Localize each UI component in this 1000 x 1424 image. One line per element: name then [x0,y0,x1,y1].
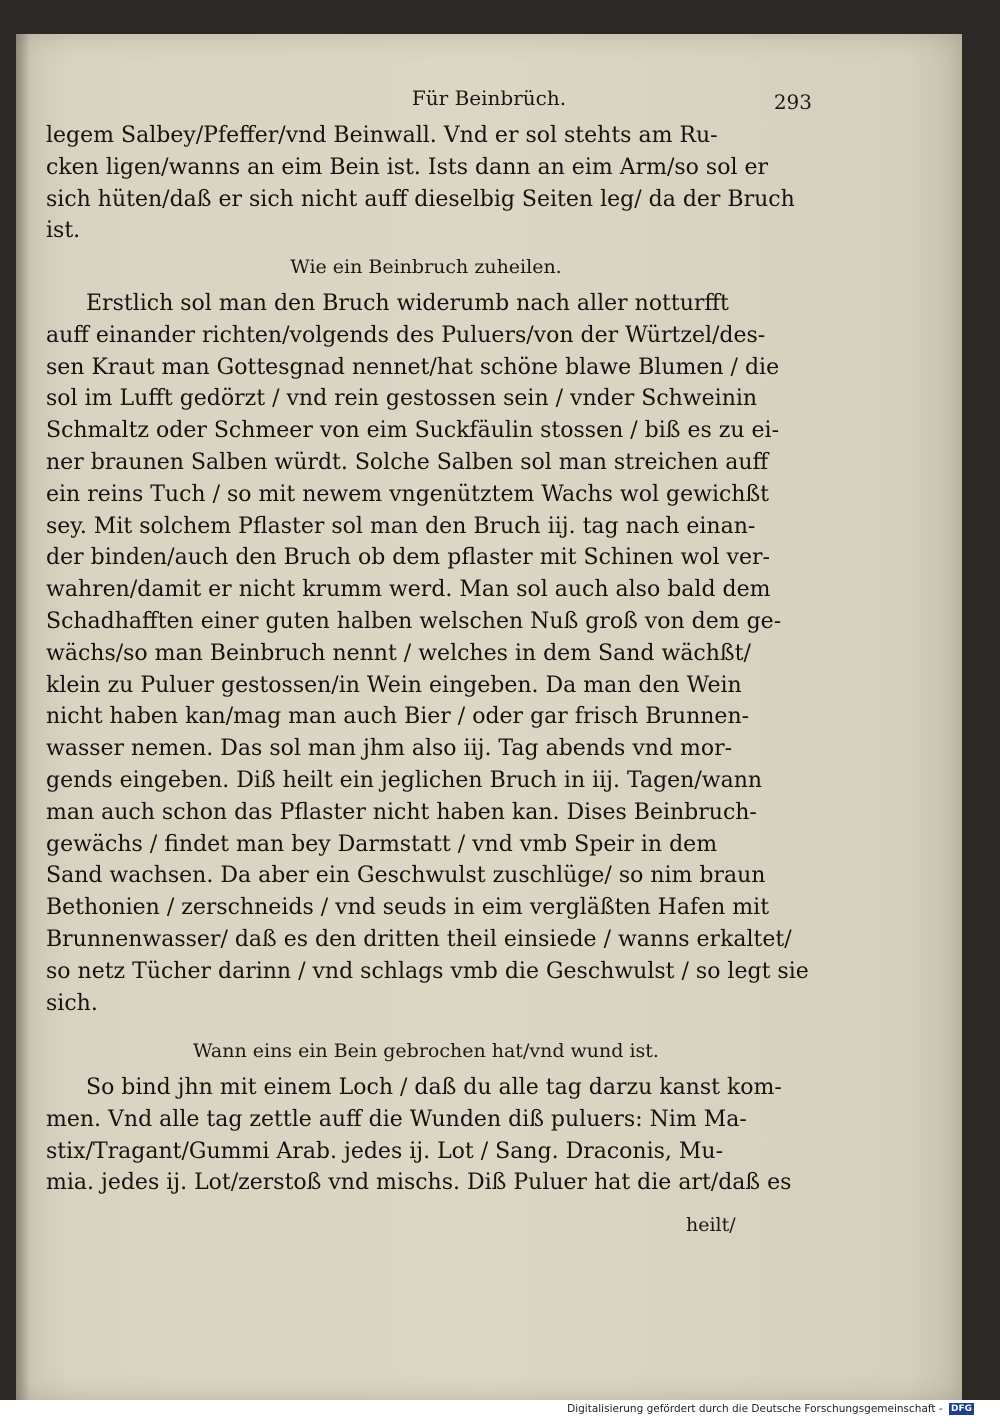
text-line: nicht haben kan/mag man auch Bier / oder gar frisch Brunnen- [46,704,750,730]
paragraph-1 [46,120,806,247]
text-line: gewächs / findet man bey Darmstatt / vnd vmb Speir in dem [46,831,718,857]
text-line: wächs/so man Beinbruch nennt / welches in dem Sand wächßt/ [46,640,751,666]
text-line: So bind jhn mit einem Loch / daß du alle tag darzu kanst kom- [86,1075,782,1100]
text-line: cken ligen/wanns an eim Bein ist. Ists dann an eim Arm/so sol er [46,154,769,180]
text-line: Schadhafften einer guten halben welschen Nuß groß von dem ge- [46,608,782,634]
text-line: Schmaltz oder Schmeer von eim Suckfäulin stossen / biß es zu ei- [46,418,780,444]
text-line: sol im Lufft gedörzt / vnd rein gestossen sein / vnder Schweinin [46,386,758,412]
text-line: sich. [46,990,98,1016]
text-line: gends eingeben. Diß heilt ein jeglichen Bruch in iij. Tagen/wann [46,767,763,793]
paragraph-3 [46,1072,806,1199]
text-line: wasser nemen. Das sol man jhm also iij. Tag abends vnd mor- [46,736,733,762]
paragraph-2 [46,288,809,1019]
text-line: wahren/damit er nicht krumm werd. Man sol auch also bald dem [46,577,771,603]
text-line: stix/Tragant/Gummi Arab. jedes ij. Lot / Sang. Draconis, Mu- [46,1138,724,1164]
text-line: man auch schon das Pflaster nicht haben kan. Dises Beinbruch- [46,799,757,825]
text-line: sich hüten/daß er sich nicht auff dieselbig Seiten leg/ da der Bruch [46,186,795,212]
footer-credit-text: Digitalisierung gefördert durch die Deutsche Forschungsgemeinschaft - [567,1403,943,1415]
text-line: der binden/auch den Bruch ob dem pflaster mit Schinen wol ver- [46,545,770,571]
catchword: heilt/ [686,1214,736,1236]
text-line: ein reins Tuch / so mit newem vngenütztem Wachs wol gewichßt [46,481,770,507]
page-number: 293 [773,90,812,114]
dfg-logo[interactable]: DFG [950,1404,972,1414]
text-line: Brunnenwasser/ daß es den dritten theil einsiede / wanns erkaltet/ [46,926,792,952]
text-line: legem Salbey/Pfeffer/vnd Beinwall. Vnd er sol stehts am Ru- [46,123,718,148]
text-line: ner braunen Salben würdt. Solche Salben sol man streichen auff [46,449,769,475]
footer-credit [567,1403,974,1415]
text-line: auff einander richten/volgends des Puluers/von der Würtzel/des- [46,322,766,348]
text-line: so netz Tücher darinn / vnd schlags vmb die Geschwulst / so legt sie [46,958,809,984]
text-line: men. Vnd alle tag zettle auff die Wunden diß puluers: Nim Ma- [46,1106,747,1132]
text-line: mia. jedes ij. Lot/zerstoß vnd mischs. Diß Puluer hat die art/daß es [46,1170,792,1196]
text-line: ist. [46,218,81,244]
text-line: Sand wachsen. Da aber ein Geschwulst zuschlüge/ so nim braun [46,863,766,889]
footer-bar [0,1400,1000,1424]
text-line: Erstlich sol man den Bruch widerumb nach aller notturfft [86,291,729,316]
book-page [16,34,962,1400]
text-line: klein zu Puluer gestossen/in Wein eingeben. Da man den Wein [46,672,742,698]
running-head: Für Beinbrüch. [411,86,567,110]
text-line: Bethonien / zerschneids / vnd seuds in eim vergläßten Hafen mit [46,895,770,921]
section-heading-1: Wie ein Beinbruch zuheilen. [290,256,562,278]
text-line: sen Kraut man Gottesgnad nennet/hat schöne blawe Blumen / die [46,354,780,380]
section-heading-2: Wann eins ein Bein gebrochen hat/vnd wund ist. [193,1040,659,1062]
text-line: sey. Mit solchem Pflaster sol man den Bruch iij. tag nach einan- [46,513,756,539]
